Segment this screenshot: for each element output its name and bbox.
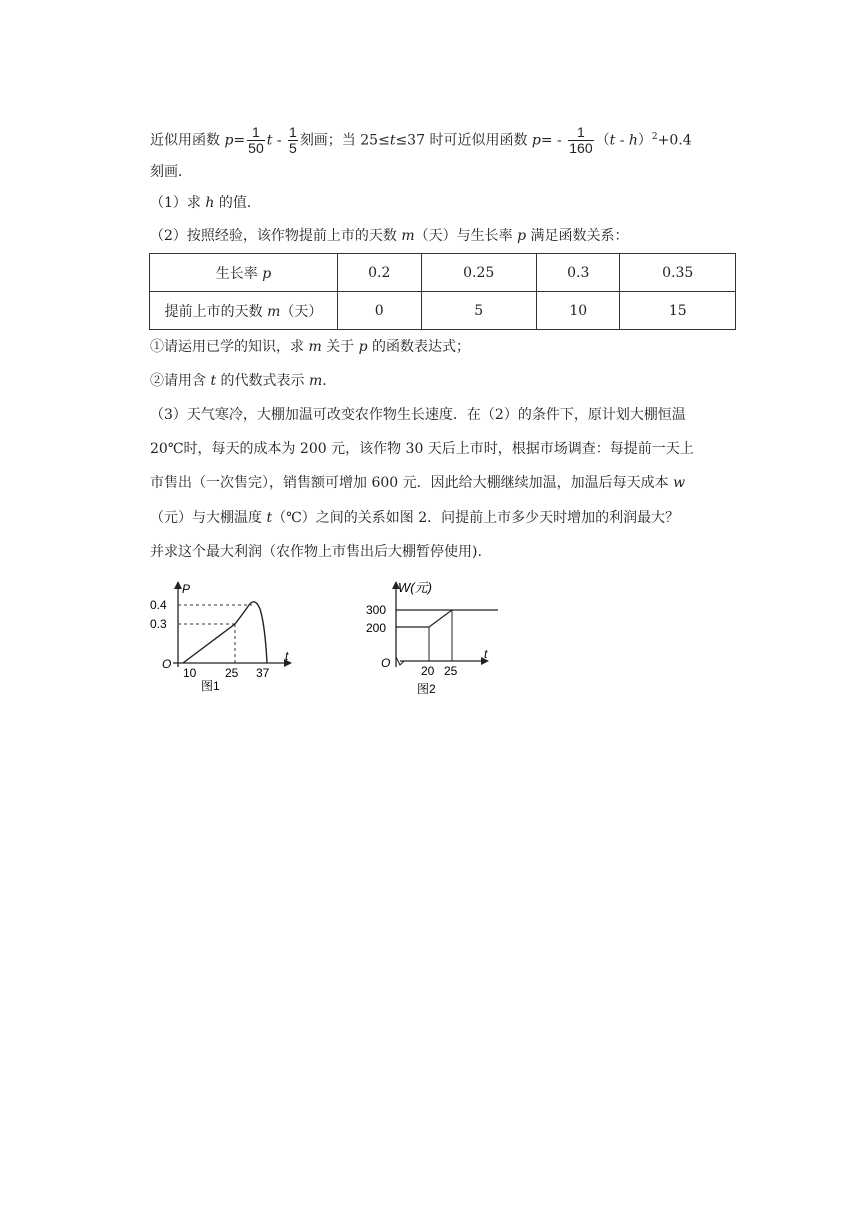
text: 关于: [321, 339, 359, 355]
var-p: p: [517, 228, 527, 244]
text: = -: [540, 132, 567, 149]
var-m: m: [309, 373, 323, 389]
var-p: p: [262, 265, 272, 282]
var-t: t: [609, 132, 616, 149]
table-cell: 5: [421, 292, 536, 330]
var-t: t: [389, 132, 396, 149]
var-m: m: [267, 303, 281, 320]
origin-label: O: [381, 656, 391, 670]
numerator: 1: [568, 125, 593, 141]
table-row: [150, 254, 736, 292]
question-3-line-1: （3）天气寒冷，大棚加温可改变农作物生长速度．在（2）的条件下，原计划大棚恒温: [150, 407, 686, 423]
text: 的代数式表示: [216, 373, 309, 389]
text: 的函数表达式；: [367, 339, 471, 355]
text: （2）按照经验，该作物提前上市的天数: [150, 228, 402, 244]
text: 近似用函数: [150, 132, 225, 149]
text: （℃）之间的关系如图 2．问提前上市多少天时增加的利润最大？: [272, 510, 680, 526]
denominator: 50: [248, 140, 264, 156]
text: （1）求: [150, 195, 206, 211]
figure-caption: 图1: [201, 679, 220, 693]
text: ②请用含: [150, 373, 211, 389]
text: ）: [637, 132, 652, 149]
text: +0.4: [657, 132, 692, 149]
table-cell: 0: [338, 292, 422, 330]
fraction-1-50: [247, 125, 265, 156]
var-t: t: [210, 373, 217, 389]
growth-rate-table: [149, 253, 736, 330]
text: ①请运用已学的知识，求: [150, 339, 309, 355]
var-t: t: [266, 132, 273, 149]
x-tick-label: 10: [183, 666, 197, 680]
x-tick-label: 25: [225, 666, 239, 680]
text: 生长率: [215, 265, 263, 282]
figure-1-graph: [145, 575, 305, 700]
table-header-cell: [150, 292, 338, 330]
text: =: [233, 132, 246, 149]
var-h: h: [205, 195, 215, 211]
denominator: 160: [569, 140, 593, 156]
origin-label: O: [162, 657, 172, 671]
table-cell: 0.3: [536, 254, 620, 292]
text: .: [322, 373, 327, 389]
x-tick-label: 37: [256, 666, 270, 680]
linear-segment: [183, 624, 235, 663]
y-axis-label: W(元): [398, 580, 432, 595]
table-cell: 0.35: [620, 254, 736, 292]
sub-question-2: [150, 371, 327, 391]
question-3-line-4: [150, 508, 679, 528]
y-tick-label: 0.4: [150, 598, 167, 612]
text: 提前上市的天数: [164, 303, 268, 320]
text: 的值．: [214, 195, 261, 211]
figure-2: [362, 575, 502, 704]
x-tick-label: 25: [444, 664, 458, 678]
fraction-1-160: [568, 125, 593, 156]
y-tick-label: 300: [366, 603, 387, 617]
fraction-1-5: [288, 125, 298, 156]
numerator: 1: [247, 125, 265, 141]
figure-2-graph: [362, 575, 502, 700]
var-m: m: [308, 339, 322, 355]
figure-1: [145, 575, 305, 704]
text: -: [272, 132, 287, 149]
denominator: 5: [289, 140, 297, 156]
text: ≤37 时可近似用函数: [395, 132, 532, 149]
text: （: [595, 132, 610, 149]
text: 刻画；当 25≤: [299, 132, 390, 149]
text-line-2: 刻画．: [150, 164, 192, 180]
y-axis-label: P: [182, 582, 191, 596]
table-cell: 0.25: [421, 254, 536, 292]
question-1: [150, 193, 261, 213]
text: （元）与大棚温度: [150, 510, 267, 526]
var-p: p: [531, 132, 541, 149]
question-3-line-2: 20℃时，每天的成本为 200 元，该作物 30 天后上市时，根据市场调查：每提前一天上: [150, 441, 694, 457]
table-cell: 10: [536, 292, 620, 330]
var-h: h: [628, 132, 638, 149]
question-3-line-5: 并求这个最大利润（农作物上市售出后大棚暂停使用).: [150, 544, 482, 560]
var-p: p: [224, 132, 234, 149]
sub-question-1: [150, 337, 470, 357]
parabola-segment: [235, 602, 267, 663]
table-row: [150, 292, 736, 330]
var-p: p: [358, 339, 368, 355]
text: （天）与生长率: [414, 228, 518, 244]
w-rising-segment: [429, 610, 452, 627]
text: -: [615, 132, 629, 149]
text-line-1: [150, 125, 692, 156]
x-axis-label: t: [484, 647, 488, 661]
var-w: w: [673, 475, 686, 491]
var-m: m: [401, 228, 415, 244]
text: 满足函数关系：: [526, 228, 629, 244]
table-cell: 0.2: [338, 254, 422, 292]
x-tick-label: 20: [421, 664, 435, 678]
y-axis-arrow: [174, 581, 182, 589]
text: 市售出（一次售完），销售额可增加 600 元．因此给大棚继续加温，加温后每天成本: [150, 475, 674, 491]
var-t: t: [266, 510, 273, 526]
table-header-cell: [150, 254, 338, 292]
question-3-line-3: [150, 473, 685, 493]
text: （天）: [280, 303, 323, 320]
y-tick-label: 200: [366, 621, 387, 635]
y-tick-label: 0.3: [150, 617, 167, 631]
question-2: [150, 226, 629, 246]
table-cell: 15: [620, 292, 736, 330]
numerator: 1: [289, 124, 297, 140]
x-axis-label: t: [285, 649, 289, 663]
figure-caption: 图2: [417, 682, 436, 696]
superscript: 2: [651, 131, 658, 142]
